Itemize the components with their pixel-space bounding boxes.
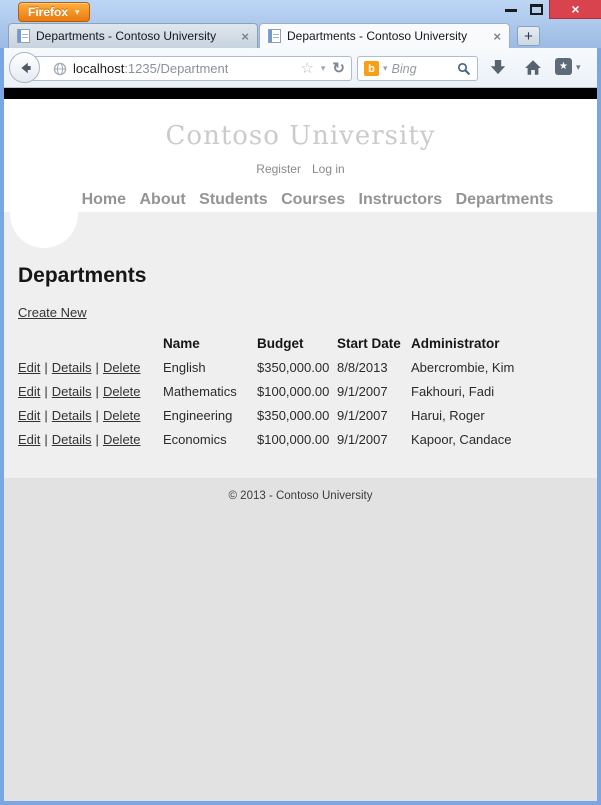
table-row [18,355,589,379]
tab-departments-2[interactable] [259,23,510,48]
back-arrow-icon [17,60,33,76]
cell-name: Mathematics [163,383,237,399]
cell-budget: $350,000.00 [257,407,330,423]
cell-administrator: Fakhouri, Fadi [411,383,495,399]
titlebar [0,0,601,48]
separator: | [44,359,48,375]
account-links [4,162,597,177]
cell-administrator: Abercrombie, Kim [411,359,515,375]
separator: | [44,431,48,447]
search-magnifier-icon[interactable] [457,62,471,76]
cell-budget: $350,000.00 [257,359,330,375]
separator: | [95,431,99,447]
cell-start-date: 9/1/2007 [337,431,388,447]
download-icon[interactable] [489,59,507,76]
nav-about[interactable]: About [139,191,186,208]
bing-logo-icon: b [364,61,379,76]
tab-departments-1[interactable] [8,23,258,48]
register-link[interactable]: Register [256,162,301,176]
reload-icon[interactable]: ↻ [332,60,345,77]
edit-link[interactable]: Edit [18,407,41,423]
details-link[interactable]: Details [51,431,92,447]
tab-title: Departments - Contoso University [36,29,217,43]
firefox-menu-button[interactable] [18,2,90,22]
url-text [73,61,228,76]
separator: | [95,359,99,375]
decorative-circle [10,180,78,248]
site-footer [4,478,597,801]
delete-link[interactable]: Delete [102,431,141,447]
separator: | [44,383,48,399]
address-bar[interactable] [24,56,352,81]
table-row [18,427,589,451]
chevron-down-icon: ▾ [75,6,80,17]
new-tab-button[interactable] [517,26,540,46]
back-button[interactable] [9,52,40,83]
delete-link[interactable]: Delete [102,407,141,423]
site-header [4,99,597,212]
nav-students[interactable]: Students [199,191,268,208]
cell-start-date: 9/1/2007 [337,407,388,423]
header-start-date: Start Date [337,335,401,351]
header-name: Name [163,335,200,351]
details-link[interactable]: Details [51,407,92,423]
separator: | [44,407,48,423]
row-actions [18,408,163,423]
url-path: :1235/Department [124,61,229,76]
close-window-button[interactable] [549,0,601,19]
search-placeholder: Bing [391,61,417,76]
nav-courses[interactable]: Courses [281,191,346,208]
table-header-row [18,331,589,355]
star-icon: ★ [559,61,568,72]
cell-name: Economics [163,431,227,447]
site-title: Contoso University [165,121,436,151]
delete-link[interactable]: Delete [102,359,141,375]
cell-administrator: Harui, Roger [411,407,485,423]
nav-departments[interactable]: Departments [455,191,554,208]
main-nav [4,191,597,211]
nav-instructors[interactable]: Instructors [358,191,443,208]
close-tab-icon[interactable]: × [493,28,501,44]
minimize-button[interactable] [505,9,517,12]
cell-budget: $100,000.00 [257,431,330,447]
separator: | [95,407,99,423]
row-actions [18,360,163,375]
plus-icon: + [524,27,533,45]
page-favicon-icon [268,29,281,43]
tab-title: Departments - Contoso University [287,29,468,43]
page-viewport [4,88,597,801]
row-actions [18,384,163,399]
page-favicon-icon [17,29,30,43]
firefox-menu-label: Firefox [28,5,69,19]
row-actions [18,432,163,447]
details-link[interactable]: Details [51,359,92,375]
header-administrator: Administrator [411,335,500,351]
cell-administrator: Kapoor, Candace [411,431,512,447]
edit-link[interactable]: Edit [18,359,41,375]
cell-start-date: 9/1/2007 [337,383,388,399]
close-icon: × [571,1,580,17]
search-engine-dropdown-icon[interactable]: ▾ [383,63,388,73]
delete-link[interactable]: Delete [102,383,141,399]
cell-budget: $100,000.00 [257,383,330,399]
search-input[interactable] [357,56,478,81]
nav-home[interactable]: Home [81,191,127,208]
close-tab-icon[interactable]: × [241,28,249,44]
edit-link[interactable]: Edit [18,383,41,399]
edit-link[interactable]: Edit [18,431,41,447]
bookmark-dropdown-icon[interactable]: ▾ [320,63,326,73]
cell-name: Engineering [163,407,233,423]
details-link[interactable]: Details [51,383,92,399]
home-icon[interactable] [524,59,542,76]
table-row [18,403,589,427]
login-link[interactable]: Log in [311,162,345,176]
separator: | [95,383,99,399]
departments-table [18,331,589,451]
page-title: Departments [18,264,147,287]
url-host: localhost [73,61,125,76]
bookmark-star-icon[interactable]: ☆ [300,60,314,77]
table-row [18,379,589,403]
header-budget: Budget [257,335,304,351]
copyright-text: © 2013 - Contoso University [228,490,373,502]
cell-name: English [163,359,206,375]
cell-start-date: 8/8/2013 [337,359,388,375]
navigation-toolbar [4,48,597,88]
page-top-black-bar [4,88,597,99]
bookmarks-caret-icon[interactable]: ▾ [576,62,581,72]
create-new-link[interactable]: Create New [18,305,87,320]
globe-icon [53,62,67,76]
main-content [4,212,597,478]
maximize-button[interactable] [530,4,543,15]
bookmarks-menu-button[interactable] [555,58,572,75]
